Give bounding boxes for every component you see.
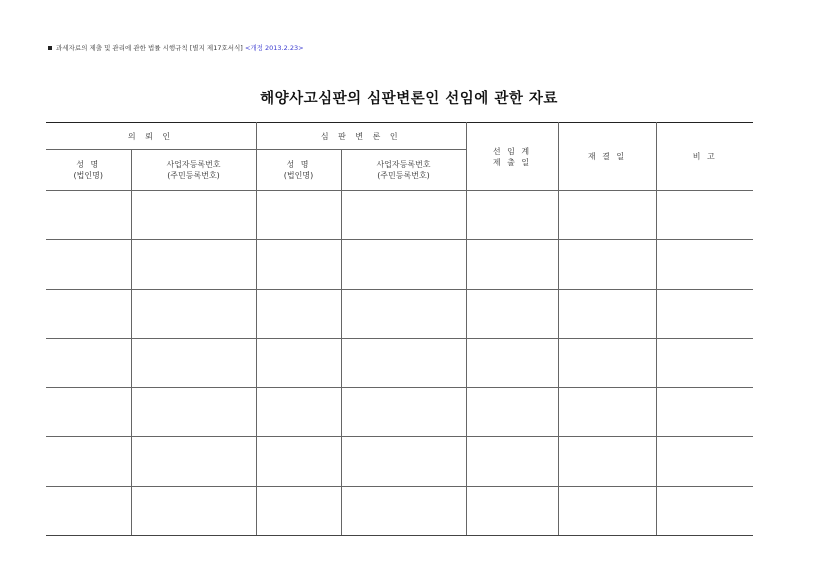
remarks-cell[interactable] xyxy=(656,338,753,387)
counsel-name-cell[interactable] xyxy=(256,338,341,387)
table-body xyxy=(46,191,753,536)
page-title: 해양사고심판의 심판변론인 선임에 관한 자료 xyxy=(260,91,558,107)
client-name-cell[interactable] xyxy=(46,191,131,240)
client-regno-cell[interactable] xyxy=(131,240,256,289)
counsel-name-cell[interactable] xyxy=(256,388,341,437)
counsel-regno-cell[interactable] xyxy=(341,240,466,289)
header-client-regno: 사업자등록번호 (주민등록번호) xyxy=(131,150,256,191)
header-counsel-regno: 사업자등록번호 (주민등록번호) xyxy=(341,150,466,191)
table-row xyxy=(46,338,753,387)
counsel-regno-cell[interactable] xyxy=(341,338,466,387)
appointment-date-cell[interactable] xyxy=(466,338,558,387)
header-client-group: 의 뢰 인 xyxy=(46,123,256,150)
counsel-regno-cell[interactable] xyxy=(341,191,466,240)
revision-date: <개정 2013.2.23> xyxy=(244,44,304,52)
remarks-cell[interactable] xyxy=(656,289,753,338)
remarks-cell[interactable] xyxy=(656,240,753,289)
remarks-cell[interactable] xyxy=(656,388,753,437)
counsel-name-cell[interactable] xyxy=(256,289,341,338)
client-regno-cell[interactable] xyxy=(131,437,256,486)
remarks-cell[interactable] xyxy=(656,437,753,486)
counsel-name-cell[interactable] xyxy=(256,240,341,289)
ruling-date-cell[interactable] xyxy=(558,191,656,240)
counsel-name-cell[interactable] xyxy=(256,437,341,486)
counsel-regno-cell[interactable] xyxy=(341,486,466,535)
appointment-date-cell[interactable] xyxy=(466,388,558,437)
appointment-date-cell[interactable] xyxy=(466,437,558,486)
table-row xyxy=(46,388,753,437)
ruling-date-cell[interactable] xyxy=(558,338,656,387)
appointment-date-cell[interactable] xyxy=(466,486,558,535)
ruling-date-cell[interactable] xyxy=(558,240,656,289)
client-regno-cell[interactable] xyxy=(131,388,256,437)
ruling-date-cell[interactable] xyxy=(558,486,656,535)
form-reference-note xyxy=(48,43,304,52)
appointment-date-cell[interactable] xyxy=(466,191,558,240)
header-appointment-date: 선 임 계 제 출 일 xyxy=(466,123,558,191)
counsel-regno-cell[interactable] xyxy=(341,388,466,437)
appointment-date-cell[interactable] xyxy=(466,289,558,338)
remarks-cell[interactable] xyxy=(656,191,753,240)
client-name-cell[interactable] xyxy=(46,437,131,486)
remarks-cell[interactable] xyxy=(656,486,753,535)
table-row xyxy=(46,289,753,338)
counsel-name-cell[interactable] xyxy=(256,486,341,535)
client-regno-cell[interactable] xyxy=(131,191,256,240)
client-name-cell[interactable] xyxy=(46,486,131,535)
ruling-date-cell[interactable] xyxy=(558,437,656,486)
counsel-regno-cell[interactable] xyxy=(341,289,466,338)
counsel-regno-cell[interactable] xyxy=(341,437,466,486)
table-row xyxy=(46,486,753,535)
client-regno-cell[interactable] xyxy=(131,486,256,535)
counsel-name-cell[interactable] xyxy=(256,191,341,240)
header-client-name: 성 명 (법인명) xyxy=(46,150,131,191)
client-name-cell[interactable] xyxy=(46,338,131,387)
bullet-icon xyxy=(48,46,52,50)
table-row xyxy=(46,191,753,240)
table-row xyxy=(46,437,753,486)
client-regno-cell[interactable] xyxy=(131,338,256,387)
client-name-cell[interactable] xyxy=(46,289,131,338)
header-counsel-name: 성 명 (법인명) xyxy=(256,150,341,191)
form-reference-text: 과세자료의 제출 및 관리에 관한 법률 시행규칙 [별지 제17호서식] xyxy=(56,44,243,52)
counsel-appointment-table xyxy=(46,122,753,536)
client-regno-cell[interactable] xyxy=(131,289,256,338)
table-row xyxy=(46,240,753,289)
ruling-date-cell[interactable] xyxy=(558,289,656,338)
client-name-cell[interactable] xyxy=(46,388,131,437)
header-counsel-group: 심 판 변 론 인 xyxy=(256,123,466,150)
header-ruling-date: 재 결 일 xyxy=(558,123,656,191)
header-remarks: 비 고 xyxy=(656,123,753,191)
client-name-cell[interactable] xyxy=(46,240,131,289)
appointment-date-cell[interactable] xyxy=(466,240,558,289)
ruling-date-cell[interactable] xyxy=(558,388,656,437)
